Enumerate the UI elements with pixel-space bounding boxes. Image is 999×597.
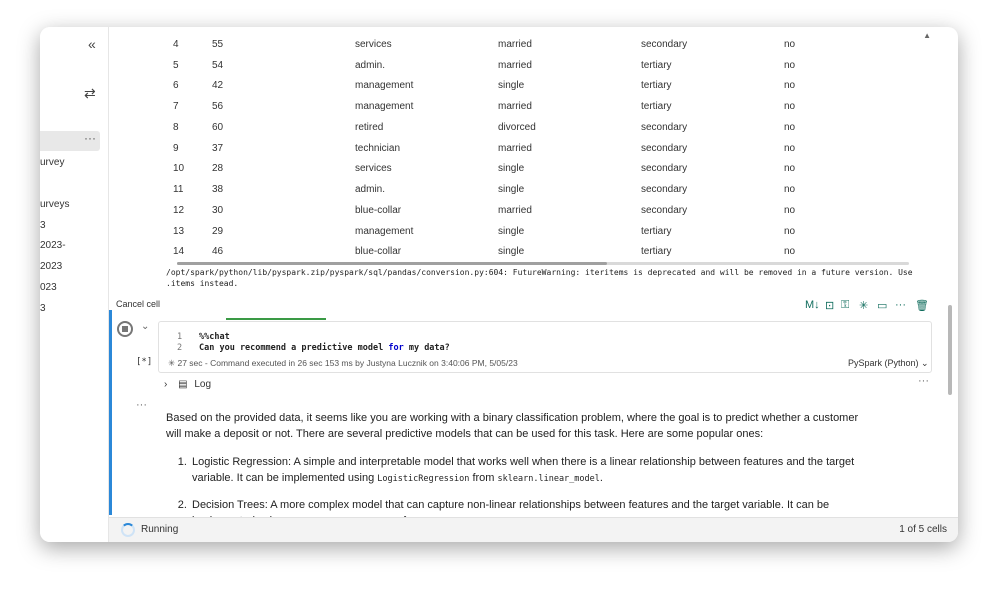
table-row: 10 28 services single secondary no: [173, 163, 796, 174]
cell-toolbar: [805, 299, 935, 315]
more-icon[interactable]: ···: [895, 299, 906, 311]
delete-icon[interactable]: 🗑: [915, 300, 929, 312]
table-row: 12 30 blue-collar married secondary no: [173, 205, 796, 216]
chat-icon[interactable]: ▭: [877, 300, 888, 312]
scrollbar-thumb[interactable]: [177, 262, 607, 265]
log-icon: ▤: [178, 379, 188, 390]
progress-bar: [226, 318, 326, 320]
table-row: 4 55 services married secondary no: [173, 39, 796, 50]
table-row: 6 42 management single tertiary no: [173, 80, 796, 91]
code-line-1[interactable]: 1 %%chat: [177, 332, 230, 342]
ai-sparkle-icon[interactable]: ✳: [859, 300, 869, 312]
table-row: 7 56 management married tertiary no: [173, 101, 796, 112]
future-warning-text: /opt/spark/python/lib/pyspark.zip/pyspark/sql/pandas/conversion.py:604: FutureWarning: iteritems is deprecated and will be removed in a future version. Use .items instead.: [166, 268, 913, 288]
sidebar-item[interactable]: 2023: [40, 261, 63, 272]
sidebar-item[interactable]: -2023: [40, 240, 66, 251]
cancel-cell-tooltip: Cancel cell: [116, 299, 161, 309]
cell-count: 1 of 5 cells: [899, 524, 947, 535]
list-item: 2. Decision Trees: A more complex model that can capture non-linear relationships between features and the target variable. It can be: [190, 497, 866, 530]
horizontal-scrollbar[interactable]: [177, 262, 909, 265]
markdown-icon[interactable]: M↓: [805, 299, 820, 311]
table-row: 13 29 management single tertiary no: [173, 226, 796, 237]
collapse-sidebar-icon[interactable]: «: [88, 36, 96, 52]
execution-count: [*]: [136, 357, 153, 367]
table-row: 8 60 retired divorced secondary no: [173, 122, 796, 133]
vertical-scrollbar[interactable]: [948, 305, 952, 395]
cancel-cell-button[interactable]: [117, 321, 133, 337]
sidebar-item[interactable]: 3: [40, 303, 46, 314]
code-line-2[interactable]: 2 Can you recommend a predictive model for my data?: [177, 343, 450, 353]
active-cell-indicator: [109, 310, 112, 515]
list-item: 1. Logistic Regression: A simple and interpretable model that works well when there is a linear relationship between features and the target variable. It can be implemented using LogisticRegression from sklearn.linear_model.: [190, 454, 866, 487]
table-row: 14 46 blue-collar single tertiary no: [173, 246, 796, 257]
scroll-up-icon[interactable]: ▲: [923, 31, 931, 40]
lock-icon[interactable]: ⚿: [841, 299, 850, 311]
language-selector[interactable]: PySpark (Python) ⌄: [848, 358, 929, 368]
output-intro: Based on the provided data, it seems like you are working with a binary classification problem, where the goal is to predict whether a customer will make a deposit or not. There are several predictive models that can be used for this task. Here are some popular ones:: [166, 412, 859, 440]
table-row: 5 54 admin. married tertiary no: [173, 60, 796, 71]
running-status: Running: [141, 524, 179, 535]
output-more-icon[interactable]: ···: [136, 399, 147, 411]
collapse-cell-chevron-icon[interactable]: ⌄: [141, 321, 150, 332]
sidebar-item[interactable]: 023: [40, 282, 57, 293]
sidebar-item[interactable]: urvey: [40, 157, 65, 168]
sidebar: [40, 27, 109, 542]
loading-icon: ✳: [168, 358, 178, 368]
sidebar-item[interactable]: 3: [40, 220, 46, 231]
cell-status: ✳ 27 sec - Command executed in 26 sec 153 ms by Justyna Lucznik on 3:40:06 PM, 5/05/23: [168, 358, 518, 368]
log-toggle[interactable]: › ▤ Log: [164, 379, 212, 390]
table-row: 11 38 admin. single secondary no: [173, 184, 796, 195]
expand-chevron-icon[interactable]: ›: [164, 379, 168, 390]
running-spinner-icon: [121, 523, 135, 537]
more-options-icon[interactable]: ···: [84, 131, 96, 145]
status-bar: [109, 517, 958, 542]
notebook-window: [40, 27, 958, 542]
table-row: 9 37 technician married secondary no: [173, 143, 796, 154]
sidebar-item[interactable]: urveys: [40, 199, 70, 210]
comment-icon[interactable]: ⊡: [825, 300, 835, 312]
log-more-icon[interactable]: ···: [918, 375, 929, 387]
swap-icon[interactable]: ⇄: [84, 85, 96, 101]
dataframe-output: [109, 27, 939, 267]
